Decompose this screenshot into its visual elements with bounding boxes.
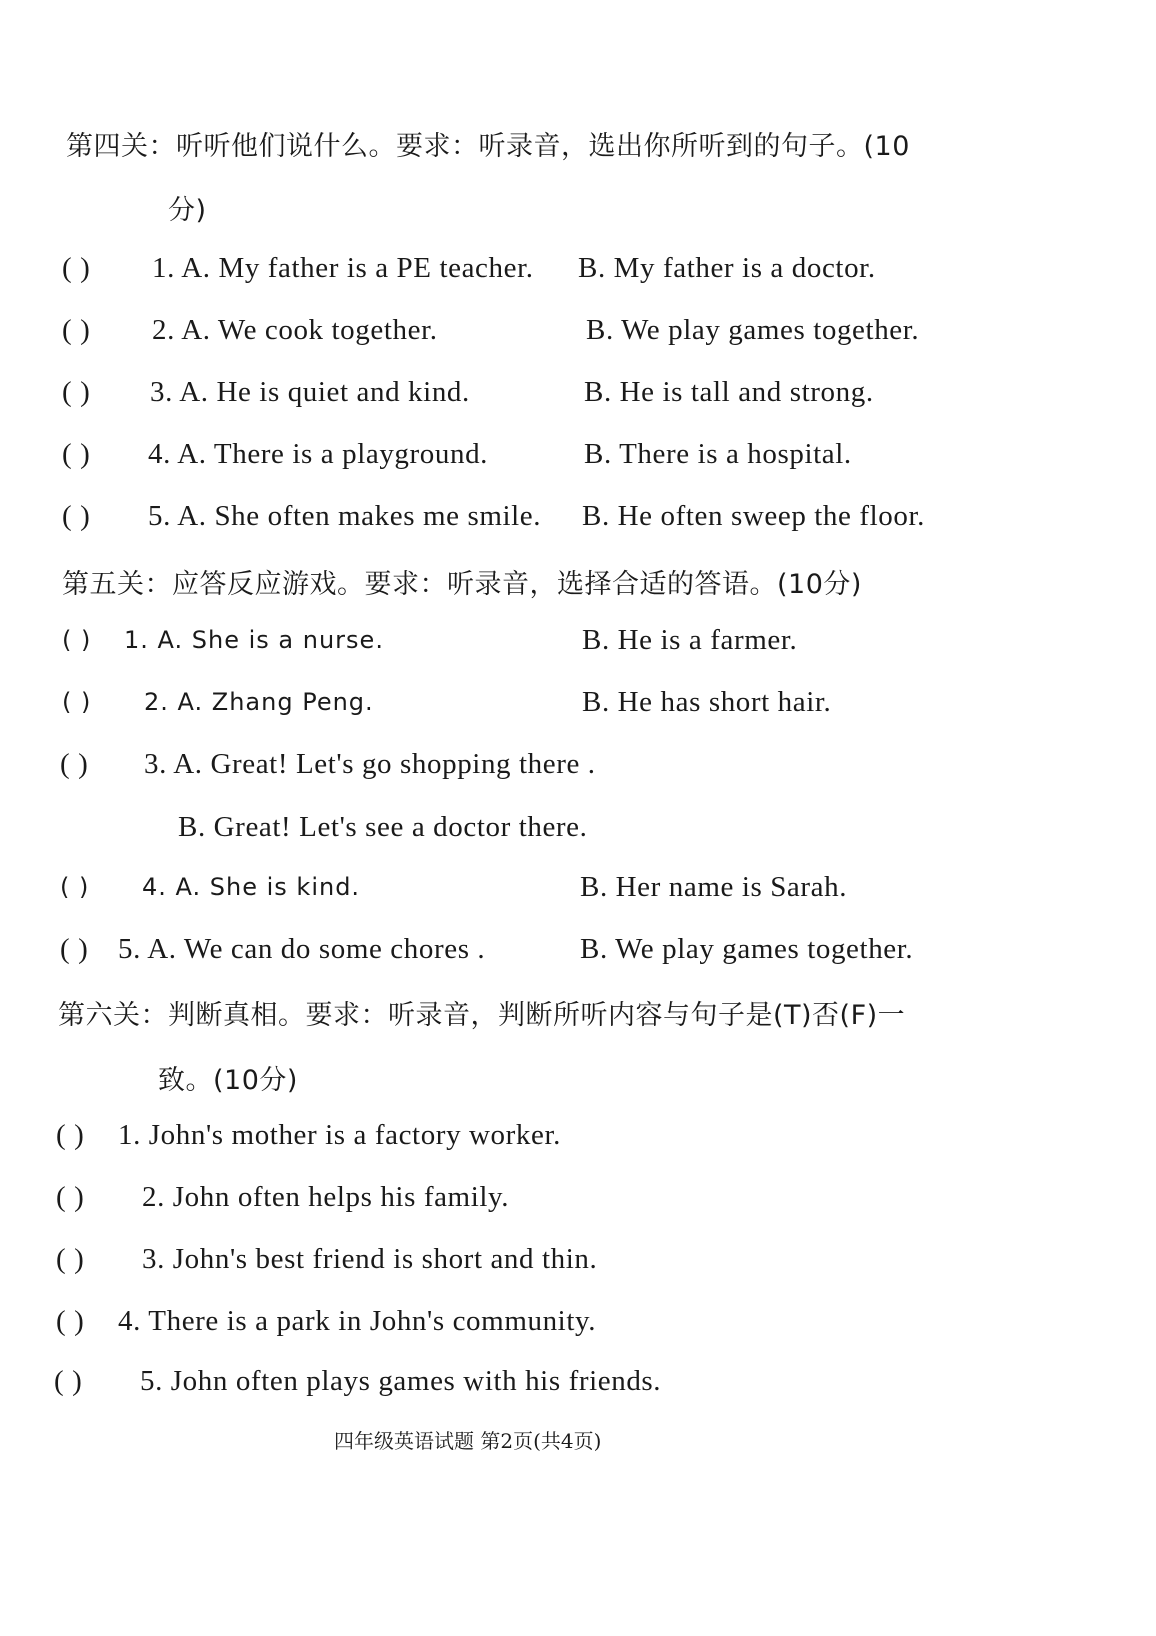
- option-a: 1. A. My father is a PE teacher.: [152, 252, 534, 284]
- statement: 5. John often plays games with his friends.: [140, 1365, 662, 1397]
- section6-heading-line2: 致。(10分): [158, 1065, 298, 1096]
- option-b: B. We play games together.: [580, 933, 914, 965]
- answer-blank: ( ): [54, 1365, 83, 1397]
- option-a: 3. A. Great! Let's go shopping there .: [144, 748, 596, 780]
- option-a: 5. A. She often makes me smile.: [148, 500, 542, 532]
- option-b: B. He has short hair.: [582, 686, 832, 718]
- statement: 2. John often helps his family.: [142, 1181, 510, 1213]
- option-a: 3. A. He is quiet and kind.: [150, 376, 470, 408]
- answer-blank: ( ): [62, 376, 91, 408]
- option-a: 2. A. We cook together.: [152, 314, 438, 346]
- answer-blank: ( ): [62, 688, 92, 716]
- answer-blank: ( ): [60, 748, 89, 780]
- answer-blank: ( ): [56, 1243, 85, 1275]
- statement: 3. John's best friend is short and thin.: [142, 1243, 598, 1275]
- option-b: B. Great! Let's see a doctor there.: [178, 811, 588, 843]
- option-a: 1. A. She is a nurse.: [124, 626, 384, 654]
- answer-blank: ( ): [56, 1181, 85, 1213]
- answer-blank: ( ): [62, 626, 92, 654]
- section6-heading-line1: 第六关：判断真相。要求：听录音，判断所听内容与句子是(T)否(F)一: [58, 1000, 906, 1031]
- statement: 1. John's mother is a factory worker.: [118, 1119, 561, 1151]
- section4-heading-line2: 分): [168, 195, 207, 226]
- option-b: B. We play games together.: [586, 314, 920, 346]
- option-b: B. He often sweep the floor.: [582, 500, 925, 532]
- section5-heading: 第五关：应答反应游戏。要求：听录音，选择合适的答语。(10分): [62, 569, 862, 600]
- answer-blank: ( ): [62, 438, 91, 470]
- answer-blank: ( ): [62, 500, 91, 532]
- option-b: B. My father is a doctor.: [578, 252, 876, 284]
- section4-heading-line1: 第四关：听听他们说什么。要求：听录音，选出你所听到的句子。(10: [66, 131, 910, 162]
- answer-blank: ( ): [56, 1119, 85, 1151]
- answer-blank: ( ): [56, 1305, 85, 1337]
- option-a: 5. A. We can do some chores .: [118, 933, 486, 965]
- option-b: B. Her name is Sarah.: [580, 871, 848, 903]
- answer-blank: ( ): [62, 252, 91, 284]
- option-a: 2. A. Zhang Peng.: [144, 688, 374, 716]
- option-b: B. He is a farmer.: [582, 624, 798, 656]
- answer-blank: ( ): [60, 873, 90, 901]
- option-a: 4. A. She is kind.: [142, 873, 361, 901]
- option-b: B. There is a hospital.: [584, 438, 852, 470]
- answer-blank: ( ): [62, 314, 91, 346]
- option-b: B. He is tall and strong.: [584, 376, 874, 408]
- option-a: 4. A. There is a playground.: [148, 438, 489, 470]
- statement: 4. There is a park in John's community.: [118, 1305, 597, 1337]
- answer-blank: ( ): [60, 933, 89, 965]
- page-footer: 四年级英语试题 第2页(共4页): [334, 1429, 602, 1453]
